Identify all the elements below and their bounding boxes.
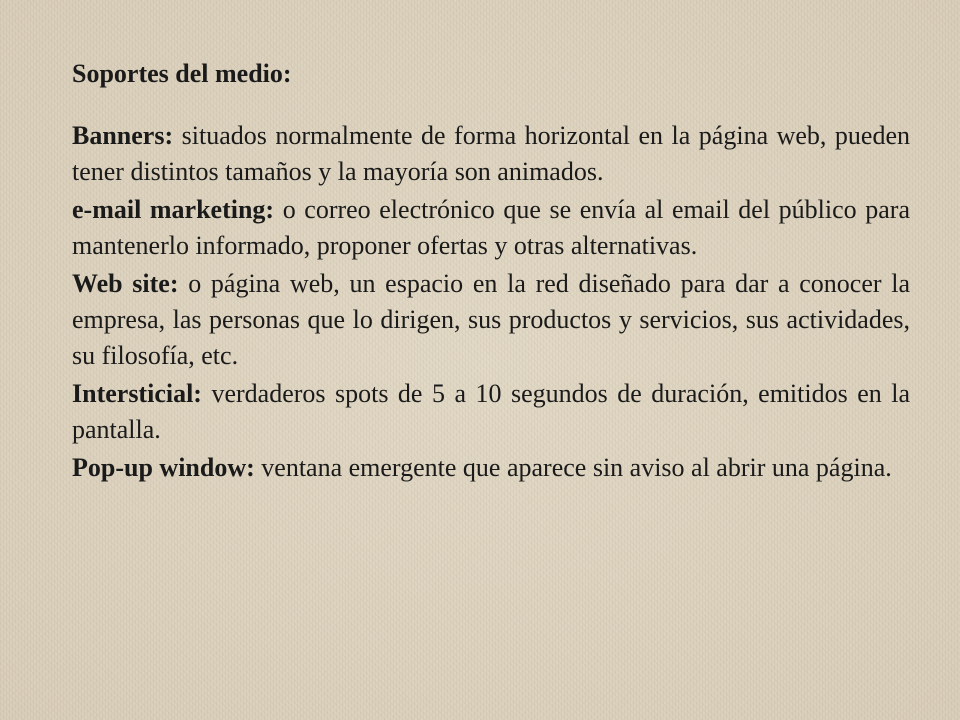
entry-definition: verdaderos spots de 5 a 10 segundos de duración, emitidos en la pantalla.	[72, 379, 910, 444]
entry-term: Web site:	[72, 269, 179, 298]
entry-term: e-mail marketing:	[72, 195, 275, 224]
entry-web-site	[72, 266, 910, 374]
slide-content	[72, 56, 910, 488]
entry-term: Pop-up window:	[72, 453, 255, 482]
entry-term: Intersticial:	[72, 379, 202, 408]
entry-term: Banners:	[72, 121, 174, 150]
entry-email-marketing	[72, 192, 910, 264]
entry-definition: o página web, un espacio en la red diseñado para dar a conocer la empresa, las personas que lo dirigen, sus productos y servicios, sus actividades, su filosofía, etc.	[72, 269, 911, 370]
slide-heading: Soportes del medio:	[72, 59, 292, 88]
entry-definition: o correo electrónico que se envía al email del público para mantenerlo informado, proponer ofertas y otras alternativas.	[72, 195, 910, 260]
entry-banners	[72, 118, 910, 190]
entry-intersticial	[72, 376, 910, 448]
entry-definition: situados normalmente de forma horizontal en la página web, pueden tener distintos tamaños y la mayoría son animados.	[72, 121, 910, 186]
entry-pop-up-window	[72, 450, 910, 486]
entry-definition: ventana emergente que aparece sin aviso al abrir una página.	[261, 453, 892, 482]
